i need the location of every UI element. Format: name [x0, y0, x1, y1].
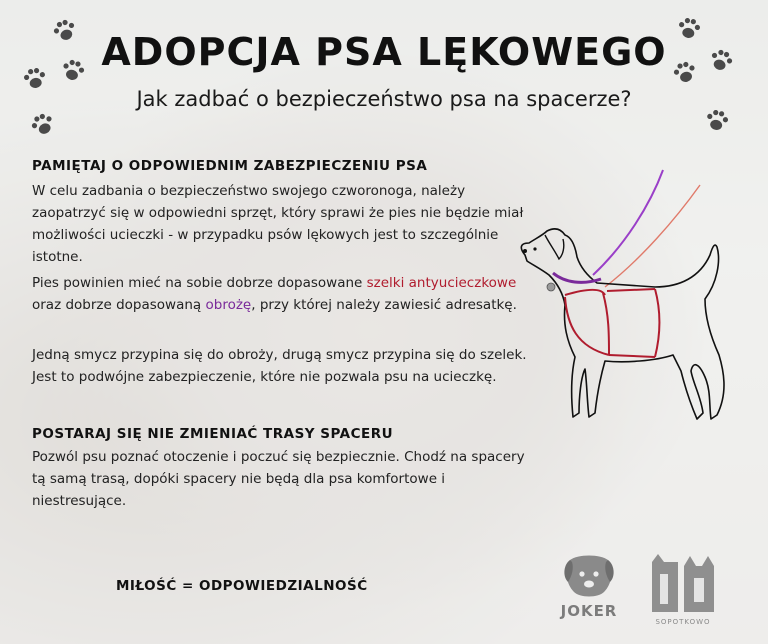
motto: MIŁOŚĆ = ODPOWIEDZIALNOŚĆ — [116, 578, 368, 594]
paragraph-double-leash: Jedną smycz przypina się do obroży, drugą smycz przypina się do szelek. Jest to podwójne zabezpieczenie, które nie pozwala psu na ucieczkę. — [32, 347, 527, 385]
paragraph-route: Pozwól psu poznać otoczenie i poczuć się bezpiecznie. Chodź na spacery tą samą trasą, dopóki spacery nie będą dla psa komfortowe i niestresujące. — [32, 449, 525, 509]
sopotkowo-logo — [650, 552, 716, 632]
highlight-collar: obrożę — [205, 297, 252, 313]
text-segment: Pies powinien mieć na sobie dobrze dopasowane — [32, 275, 367, 291]
address-tag — [547, 283, 555, 291]
text-segment: , przy której należy zawiesić adresatkę. — [251, 297, 517, 313]
highlight-harness: szelki antyucieczkowe — [366, 275, 517, 291]
paragraph-harness-collar — [32, 272, 532, 316]
sopotkowo-cat-dog-logo — [650, 552, 716, 614]
page-title: ADOPCJA PSA LĘKOWEGO — [101, 30, 667, 74]
leash-harness — [605, 185, 700, 287]
page-subtitle: Jak zadbać o bezpieczeństwo psa na spacerze? — [136, 87, 632, 111]
sopotkowo-logo-text: SOPOTKOWO — [655, 618, 711, 626]
section-heading-route: POSTARAJ SIĘ NIE ZMIENIAĆ TRASY SPACERU — [32, 426, 394, 442]
joker-logo-text: JOKER — [560, 602, 618, 620]
paragraph-equipment: W celu zadbania o bezpieczeństwo swojego czworonoga, należy zaopatrzyć się w odpowiedni sprzęt, który sprawi że pies nie będzie miał możliwości ucieczki - w przypadku psów lękowych jest to szczególnie istotne. — [32, 183, 524, 265]
joker-logo — [556, 552, 622, 626]
section-heading-equipment: PAMIĘTAJ O ODPOWIEDNIM ZABEZPIECZENIU PSA — [32, 158, 428, 174]
leash-collar — [593, 170, 663, 275]
dog-diagram-illustration — [505, 165, 745, 450]
harness-strap — [565, 290, 605, 295]
text-segment: oraz dobrze dopasowaną — [32, 297, 206, 313]
joker-dog-logo — [556, 552, 622, 602]
